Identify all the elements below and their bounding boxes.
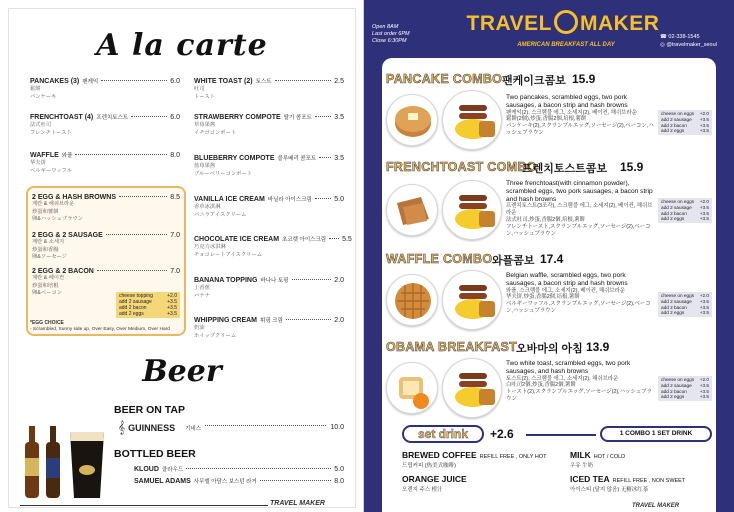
eggs-sausage-plate-image	[442, 270, 502, 330]
menu-item-strawberry-compote: STRAWBERRY COMPOTE 딸기 콤포트 3.5 草莓果酱 イチゴコンポート	[194, 114, 344, 136]
harp-icon: 𝄞	[118, 420, 126, 434]
pancake-extras: cheese on eggs +2.0 add 2 sausage +3.5 add 2 bacon +3.5 add 2 eggs +3.5	[658, 110, 712, 135]
phone-icon: ☎	[660, 34, 669, 40]
waffle-extras: cheese on eggs +2.0 add 2 sausage +3.5 add 2 bacon +3.5 add 2 eggs +3.5	[658, 292, 712, 317]
set-drink-badge: 1 COMBO 1 SET DRINK	[600, 426, 712, 442]
waffle-plate-image	[386, 274, 438, 326]
toast-plate-image	[386, 362, 438, 414]
a-la-carte-page	[0, 0, 364, 512]
drink-milk: MILK HOT / COLD 우유 牛奶	[570, 450, 626, 469]
beer-bottles-image	[20, 424, 106, 500]
beer-on-tap-heading: BEER ON TAP	[114, 404, 185, 416]
set-drink-price: +2.6	[490, 427, 514, 441]
guinness-glass-image	[70, 432, 104, 498]
footer-brand-left: TRAVEL MAKER	[270, 500, 325, 507]
instagram-icon: ◎	[660, 42, 667, 48]
bottled-beer-heading: BOTTLED BEER	[114, 448, 196, 460]
travel-maker-logo: TRAVEL MAKER	[466, 12, 660, 35]
bottle-kloud-image	[25, 426, 39, 498]
menu-item-kloud: KLOUD 클라우드 5.0	[134, 466, 344, 473]
menu-item-guinness: 𝄞 GUINNESS 기네스 10.0	[118, 420, 344, 434]
menu-item-pancakes: PANCAKES (3) 팬케익 6.0 鬆餅 パンケーキ	[30, 78, 180, 100]
set-drink-section	[382, 424, 716, 512]
menu-item-egg-hash-browns: 2 EGG & HASH BROWNS 8.5 계란 & 해쉬브라운 炒蛋和薯餅 卵&ハッシュブラウン	[32, 194, 180, 223]
menu-item-frenchtoast: FRENCHTOAST (4) 프렌치토스트 6.0 法式吐司 フレンチトースト	[30, 114, 180, 136]
frenchtoast-plate-image	[386, 184, 438, 236]
combo-page: Open 8AM Last order 6PM Close 6:30PM TRAVEL MAKER AMERICAN BREAKFAST ALL DAY ☎ 02-338-1545 ◎ @travelmaker_seoul PANCAKE COMBO 팬케이크콤보 15.9 Two pancakes, scrambled eggs, two pork sausages, a bacon strip and hash browns 팬케익(2), 스크램블 에그, 소세지(2), 베이컨, 해쉬브라운 鬆餅(2個),炒蛋,香腸2個,培根,薯餅 パンケーキ(2),スクランブルエッグ,ソーセージ(2),ベーコン,ハッシュブラウン cheese on eggs +2.0 add 2 sausage +3.5 add 2 bacon +3.5 add 2 eggs +3.5 FRENCHTOAST COMBO 프렌치토스트콤보 15.9 Three frenchtoast(with cinnamon powder), scrambled eggs, two pork sausages, a bacon strip and hash browns 프렌치토스트(3조각), 스크램블 에그, 소세지(2), 베이컨, 해쉬브라운 法式吐司,炒蛋,香腸2個,培根,薯餅 フレンチトースト,スクランブルエッグ,ソーセージ(2),ベーコン,ハッシュブラウン cheese on eggs +2.0 add 2 sausage +3.5 add 2 bacon +3.5 add 2 eggs +3.5 WAFFLE COMBO 와플콤보 17.4 Belgian waffle, scrambled eggs, two pork sausages, a bacon strip and hash browns 와플, 스크램블 에그, 소세지(2), 베이컨, 해쉬브라운 华夫饼,炒蛋,香腸2個,培根,薯餅 ベルギーワッフル,スクランブルエッグ,ソーセージ(2),ベーコン,ハッシュブラウン cheese on eggs +2.0 add 2 sausage +3.5 add 2 bacon +3.5 add 2 eggs +3.5 OBAMA BREAKFAST 오바마의 아침 13.9 Two white toast, scrambled eggs, two pork sausages, and hash browns 토스트(2), 스크램블 에그, 소세지(2), 해쉬브라운 白吐司2個,炒蛋,香腸2個,薯餅 トースト(2),スクランブルエッグ,ソーセージ(2),ハッシュブラウン cheese on eggs +2.0 add 2 sausage +3.5 add 2 bacon +3.5 add 2 eggs +3.5 set drink +2.6 1 COMBO 1 SET DRINK BREWED COFFEE REFILL FREE , ONLY HOT 드립커피 (热美式咖啡) MILK HOT / COLD 우유 牛奶 ORANGE JUICE 오렌지 주스 橙汁 ICED TEA REFILL FREE , NON SWEET 아이스티 (달지 않음) 无糖冰红茶 TRAVEL MAKER	[364, 0, 734, 512]
menu-item-waffle: WAFFLE 와플 8.0 华夫饼 ベルギーワッフル	[30, 152, 180, 174]
footer-rule	[20, 505, 268, 506]
eggs-sausage-plate-image	[442, 358, 502, 418]
drink-iced-tea: ICED TEA REFILL FREE , NON SWEET 아이스티 (달지 않음) 无糖冰红茶	[570, 474, 686, 493]
menu-item-vanilla-ice-cream: VANILLA ICE CREAM 바닐라 아이스크림 5.0 香草冰淇淋 バニラアイスクリーム	[194, 196, 344, 218]
pancake-plate-image	[386, 94, 438, 146]
footer-brand-right: TRAVEL MAKER	[632, 503, 680, 509]
frenchtoast-extras: cheese on eggs +2.0 add 2 sausage +3.5 add 2 bacon +3.5 add 2 eggs +3.5	[658, 198, 712, 223]
eggs-sausage-plate-image	[442, 180, 502, 240]
menu-item-samuel-adams: SAMUEL ADAMS 사무엘 아담스 보스턴 라거 8.0	[134, 478, 344, 485]
menu-item-blueberry-compote: BLUEBERRY COMPOTE 블루베리 콤포트 3.5 蓝莓果酱 ブルーベリーコンポート	[194, 155, 344, 177]
menu-item-whipping-cream: WHIPPING CREAM 휘핑 크림 2.0 奶油 ホイップクリーム	[194, 317, 344, 339]
a-la-carte-title: A la carte	[96, 28, 268, 63]
opening-hours: Open 8AM Last order 6PM Close 6:30PM	[372, 24, 410, 45]
menu-item-egg-sausage: 2 EGG & 2 SAUSAGE 7.0 계란 & 소세지 炒蛋和香腸 卵&ソーセージ	[32, 232, 180, 261]
set-drink-rule	[526, 434, 596, 436]
menu-item-chocolate-ice-cream: CHOCOLATE ICE CREAM 초코렛 아이스크림 5.5 巧克力冰淇淋 チョコレートアイスクリーム	[194, 236, 352, 258]
obama-extras: cheese on eggs +2.0 add 2 sausage +3.5 add 2 bacon +3.5 add 2 eggs +3.5	[658, 376, 712, 401]
egg-choice-note: *EGG CHOICE - Scrambled, Sunny side up, Over Easy, Over Medium, Over Hard	[30, 320, 170, 332]
egg-extras-box: cheese topping +2.0 add 2 sausage +3.5 add 2 bacon +3.5 add 2 eggs +3.5	[116, 292, 180, 318]
logo-tagline: AMERICAN BREAKFAST ALL DAY	[517, 42, 615, 48]
eggs-sausage-plate-image	[442, 90, 502, 150]
bottle-samuel-adams-image	[46, 426, 60, 498]
logo-frying-pan-icon	[554, 10, 578, 34]
menu-item-white-toast: WHITE TOAST (2) 토스트 2.5 吐司 トースト	[194, 78, 344, 100]
menu-item-banana-topping: BANANA TOPPING 바나나 토핑 2.0 上香蕉 バナナ	[194, 277, 344, 299]
drink-orange-juice: ORANGE JUICE 오렌지 주스 橙汁	[402, 474, 467, 493]
drink-brewed-coffee: BREWED COFFEE REFILL FREE , ONLY HOT 드립커피 (热美式咖啡)	[402, 450, 547, 469]
contact-info: ☎ 02-338-1545 ◎ @travelmaker_seoul	[660, 34, 717, 48]
beer-title: Beer	[142, 354, 222, 389]
menu-item-egg-bacon: 2 EGG & 2 BACON 7.0 계란 & 베이컨 炒蛋和培根 卵&ベーコン	[32, 268, 180, 297]
set-drink-label: set drink	[402, 425, 484, 443]
